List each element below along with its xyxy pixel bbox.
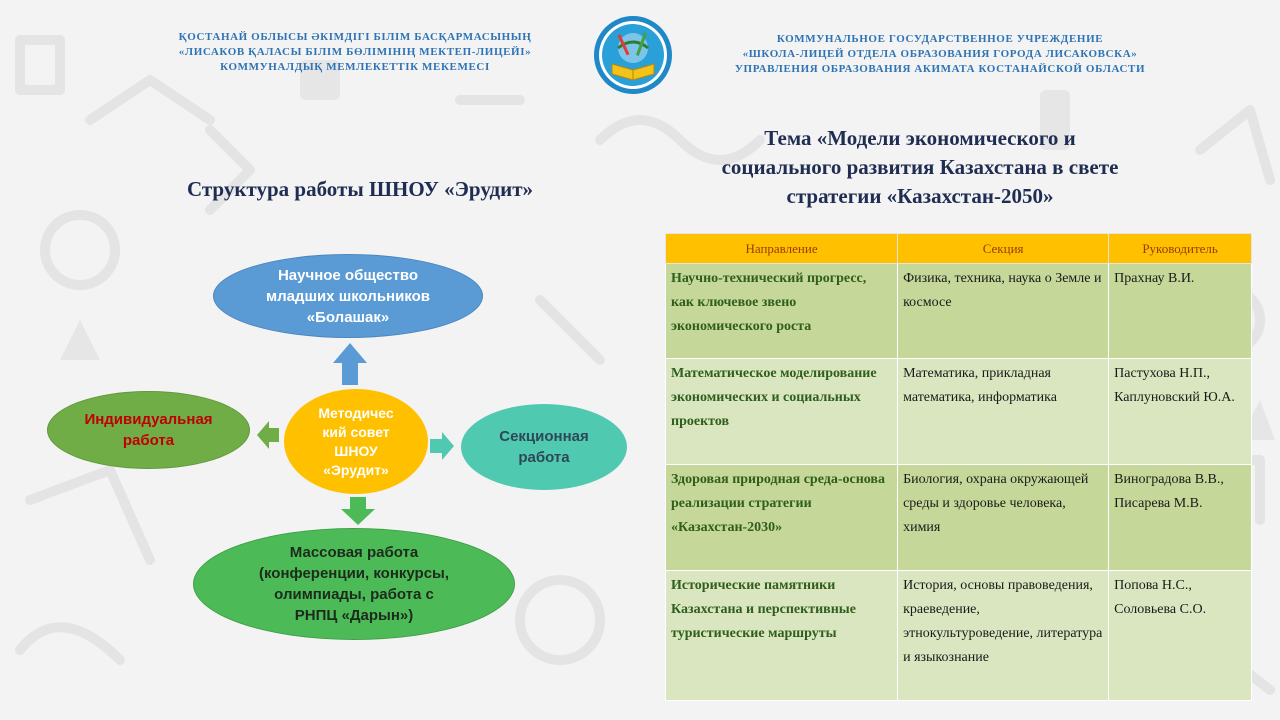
node-mass-work xyxy=(193,528,515,640)
column-header: Направление xyxy=(666,234,898,264)
node-text: Индивидуальная xyxy=(84,411,213,428)
table-row xyxy=(666,571,1252,701)
node-text: ШНОУ xyxy=(334,442,378,459)
header-left-line: ҚОСТАНАЙ ОБЛЫСЫ ӘКІМДІГІ БІЛІМ БАСҚАРМАСЫНЫҢ xyxy=(178,31,532,43)
theme-title xyxy=(670,124,1170,211)
header-left-line: «ЛИСАКОВ ҚАЛАСЫ БІЛІМ БӨЛІМІНІҢ МЕКТЕП-ЛИЦЕЙІ» xyxy=(178,46,532,58)
header-right-line: «ШКОЛА-ЛИЦЕЙ ОТДЕЛА ОБРАЗОВАНИЯ ГОРОДА ЛИСАКОВСКА» xyxy=(742,48,1138,60)
node-text: олимпиады, работа с xyxy=(274,586,434,603)
node-text: (конференции, конкурсы, xyxy=(258,565,450,582)
theme-title-line: Тема «Модели экономического и xyxy=(764,126,1076,150)
node-text: Научное общество xyxy=(277,266,419,284)
header-left-line: КОММУНАЛДЫҚ МЕМЛЕКЕТТІК МЕКЕМЕСІ xyxy=(220,61,490,73)
direction-cell: Научно-технический прогресс, как ключевое звено экономического роста xyxy=(666,264,898,359)
node-text: «Эрудит» xyxy=(323,461,389,478)
direction-cell: Математическое моделирование экономических и социальных проектов xyxy=(666,359,898,465)
node-text: Массовая работа xyxy=(289,544,419,561)
leader-cell: Пастухова Н.П., Каплуновский Ю.А. xyxy=(1109,359,1252,465)
node-section-work xyxy=(461,404,627,490)
node-text: младших школьников xyxy=(265,287,431,305)
node-text: Секционная xyxy=(499,428,589,445)
leader-cell: Прахнау В.И. xyxy=(1109,264,1252,359)
header-right-line: УПРАВЛЕНИЯ ОБРАЗОВАНИЯ АКИМАТА КОСТАНАЙСКОЙ ОБЛАСТИ xyxy=(734,63,1146,75)
node-text: Методичес xyxy=(318,404,394,421)
table-row xyxy=(666,465,1252,571)
header-right-line: КОММУНАЛЬНОЕ ГОСУДАРСТВЕННОЕ УЧРЕЖДЕНИЕ xyxy=(776,33,1104,45)
section-cell: Математика, прикладная математика, информатика xyxy=(898,359,1109,465)
node-text: работа xyxy=(122,432,175,449)
theme-title-line: социального развития Казахстана в свете xyxy=(721,155,1119,179)
section-cell: Физика, техника, наука о Земле и космосе xyxy=(898,264,1109,359)
section-cell: Биология, охрана окружающей среды и здоровье человека, химия xyxy=(898,465,1109,571)
leader-cell: Виноградова В.В., Писарева М.В. xyxy=(1109,465,1252,571)
direction-cell: Здоровая природная среда-основа реализации стратегии «Казахстан-2030» xyxy=(666,465,898,571)
leader-cell: Попова Н.С., Соловьева С.О. xyxy=(1109,571,1252,701)
header-right xyxy=(690,32,1190,77)
node-scientific-society xyxy=(213,254,483,338)
table-row xyxy=(666,264,1252,359)
node-text: РНПЦ «Дарын») xyxy=(294,607,414,624)
arrow-right xyxy=(430,432,454,460)
table-header-row xyxy=(666,234,1252,264)
arrow-left xyxy=(257,421,279,449)
node-individual-work xyxy=(47,391,250,469)
node-text: работа xyxy=(518,449,570,466)
node-text: «Болашак» xyxy=(306,308,390,326)
node-text: кий совет xyxy=(322,423,390,440)
school-logo xyxy=(592,14,674,96)
section-cell: История, основы правоведения, краеведение, этнокультуроведение, литература и языкознание xyxy=(898,571,1109,701)
arrow-up xyxy=(333,343,367,385)
header-left xyxy=(120,30,590,75)
direction-cell: Исторические памятники Казахстана и перспективные туристические маршруты xyxy=(666,571,898,701)
theme-title-line: стратегии «Казахстан-2050» xyxy=(786,184,1054,208)
table-row xyxy=(666,359,1252,465)
column-header: Руководитель xyxy=(1109,234,1252,264)
column-header: Секция xyxy=(898,234,1109,264)
arrow-down xyxy=(341,497,375,525)
sections-table xyxy=(665,233,1252,701)
structure-title: Структура работы ШНОУ «Эрудит» xyxy=(186,177,534,201)
node-methodical-council xyxy=(284,389,428,494)
